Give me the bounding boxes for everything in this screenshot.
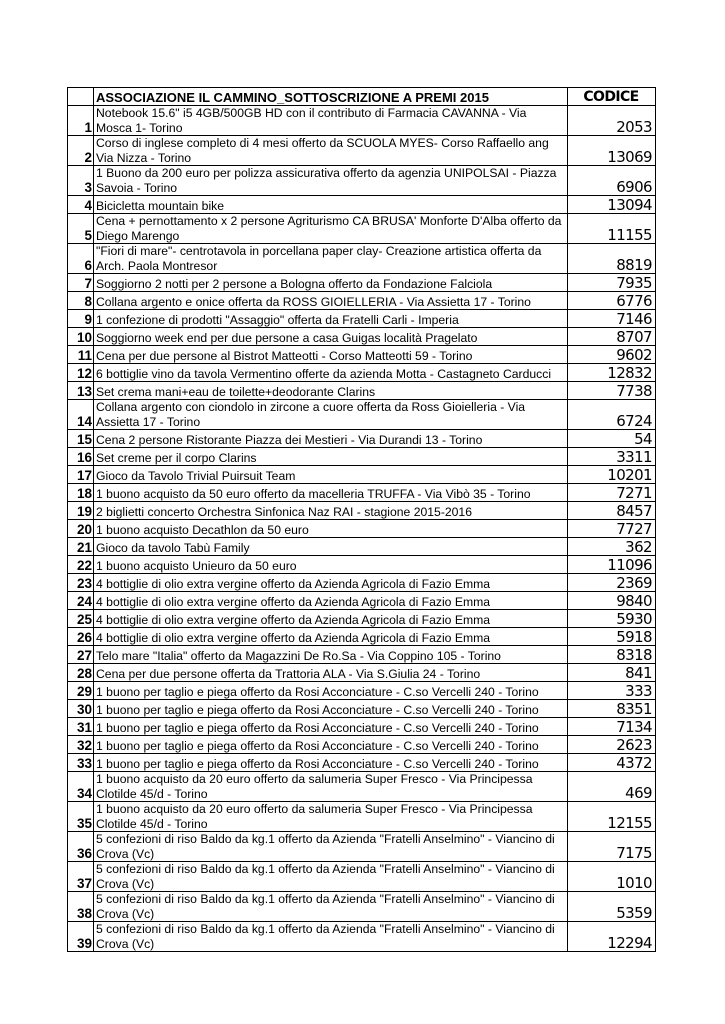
prize-description (94, 214, 568, 244)
prize-description (94, 502, 568, 520)
prize-description (94, 448, 568, 466)
prize-description (94, 520, 568, 538)
row-number: 14 (68, 400, 94, 430)
prize-description-text: Soggiorno week end per due persone a casa Guigas località Pragelato (96, 330, 478, 345)
table-row (68, 700, 656, 718)
row-number: 12 (68, 364, 94, 382)
prize-code: 11155 (568, 214, 656, 244)
prize-description (94, 592, 568, 610)
row-number: 37 (68, 862, 94, 892)
table-row (68, 592, 656, 610)
table-row (68, 196, 656, 214)
prize-description-text: Gioco da tavolo Tabù Family (96, 540, 250, 555)
row-number: 18 (68, 484, 94, 502)
row-number: 19 (68, 502, 94, 520)
prize-description-text: 2 biglietti concerto Orchestra Sinfonica Naz RAI - stagione 2015-2016 (96, 504, 472, 519)
prize-description-text: Cena per due persone offerta da Trattoria ALA - Via S.Giulia 24 - Torino (96, 666, 481, 681)
prize-code: 8351 (568, 700, 656, 718)
prize-description (94, 400, 568, 430)
row-number: 22 (68, 556, 94, 574)
prize-description-text: 1 buono acquisto da 50 euro offerto da macelleria TRUFFA - Via Vibò 35 - Torino (96, 486, 531, 501)
row-number: 2 (68, 136, 94, 166)
table-row (68, 802, 656, 832)
prize-description (94, 484, 568, 502)
prize-code: 5359 (568, 892, 656, 922)
prize-description-text: 1 confezione di prodotti "Assaggio" offerta da Fratelli Carli - Imperia (96, 312, 459, 327)
table-row (68, 166, 656, 196)
prize-description-text: Corso di inglese completo di 4 mesi offerto da SCUOLA MYES- Corso Raffaello ang Via Nizza - Torino (96, 136, 549, 165)
prize-description-text: 1 buono acquisto da 20 euro offerto da salumeria Super Fresco - Via Principessa Clotilde 45/d - Torino (96, 772, 533, 801)
prize-description-text: Cena 2 persone Ristorante Piazza dei Mestieri - Via Durandi 13 - Torino (96, 432, 483, 447)
prize-description (94, 628, 568, 646)
prize-description-text: 4 bottiglie di olio extra vergine offerto da Azienda Agricola di Fazio Emma (96, 576, 491, 591)
table-row (68, 400, 656, 430)
prize-description (94, 346, 568, 364)
prize-description-text: Cena per due persone al Bistrot Matteotti - Corso Matteotti 59 - Torino (96, 348, 473, 363)
row-number: 26 (68, 628, 94, 646)
table-row (68, 466, 656, 484)
table-row (68, 448, 656, 466)
prize-description (94, 244, 568, 274)
prize-description (94, 364, 568, 382)
row-number: 33 (68, 754, 94, 772)
prize-description-text: Cena + pernottamento x 2 persone Agriturismo CA BRUSA' Monforte D'Alba offerto da Diego Marengo (96, 214, 562, 243)
prize-description-text: 1 buono per taglio e piega offerto da Rosi Acconciature - C.so Vercelli 240 - Torino (96, 720, 539, 735)
table-row (68, 772, 656, 802)
prize-description-text: Notebook 15.6" i5 4GB/500GB HD con il contributo di Farmacia CAVANNA - Via Mosca 1- Torino (96, 106, 527, 135)
table-row (68, 502, 656, 520)
row-number: 32 (68, 736, 94, 754)
prize-description-text: 4 bottiglie di olio extra vergine offerto da Azienda Agricola di Fazio Emma (96, 630, 491, 645)
prize-description-text: 1 buono per taglio e piega offerto da Rosi Acconciature - C.so Vercelli 240 - Torino (96, 756, 539, 771)
prize-code: 10201 (568, 466, 656, 484)
row-number: 1 (68, 106, 94, 136)
prize-code: 1010 (568, 862, 656, 892)
prize-description (94, 274, 568, 292)
prize-code: 13094 (568, 196, 656, 214)
prize-code: 7935 (568, 274, 656, 292)
row-number: 36 (68, 832, 94, 862)
prize-code: 7727 (568, 520, 656, 538)
table-row (68, 364, 656, 382)
prize-description (94, 556, 568, 574)
row-number: 35 (68, 802, 94, 832)
row-number: 4 (68, 196, 94, 214)
code-header: CODICE (568, 88, 656, 106)
table-row (68, 646, 656, 664)
prize-code: 6724 (568, 400, 656, 430)
prize-code: 7134 (568, 718, 656, 736)
prize-code: 5918 (568, 628, 656, 646)
table-row (68, 382, 656, 400)
prize-description-text: Telo mare "Italia" offerto da Magazzini De Ro.Sa - Via Coppino 105 - Torino (96, 648, 501, 663)
row-number: 28 (68, 664, 94, 682)
prize-description (94, 832, 568, 862)
prize-description-text: 1 buono per taglio e piega offerto da Rosi Acconciature - C.so Vercelli 240 - Torino (96, 702, 539, 717)
prize-description (94, 574, 568, 592)
prize-description (94, 736, 568, 754)
header-row (68, 88, 656, 106)
table-title: ASSOCIAZIONE IL CAMMINO_SOTTOSCRIZIONE A PREMI 2015 (94, 88, 568, 106)
prize-description (94, 802, 568, 832)
row-number: 3 (68, 166, 94, 196)
table-row (68, 328, 656, 346)
prize-description (94, 754, 568, 772)
table-row (68, 106, 656, 136)
row-number: 34 (68, 772, 94, 802)
row-number: 21 (68, 538, 94, 556)
prize-description (94, 772, 568, 802)
prize-description-text: 1 Buono da 200 euro per polizza assicurativa offerto da agenzia UNIPOLSAI - Piazza Savoia - Torino (96, 166, 557, 195)
prize-code: 11096 (568, 556, 656, 574)
prize-description-text: 5 confezioni di riso Baldo da kg.1 offerto da Azienda "Fratelli Anselmino" - Viancino di Crova (Vc) (96, 892, 555, 921)
table-row (68, 346, 656, 364)
row-number: 31 (68, 718, 94, 736)
row-number: 25 (68, 610, 94, 628)
prize-description-text: "Fiori di mare"- centrotavola in porcellana paper clay- Creazione artistica offerta da Arch. Paola Montresor (96, 244, 542, 273)
prize-description (94, 664, 568, 682)
prize-description-text: 1 buono acquisto Unieuro da 50 euro (96, 558, 297, 573)
prize-description-text: Collana argento con ciondolo in zircone a cuore offerta da Ross Gioielleria - Via Assietta 17 - Torino (96, 400, 526, 429)
prize-description (94, 922, 568, 952)
table-row (68, 754, 656, 772)
prize-description-text: 5 confezioni di riso Baldo da kg.1 offerto da Azienda "Fratelli Anselmino" - Viancino di Crova (Vc) (96, 832, 555, 861)
row-number: 23 (68, 574, 94, 592)
prize-description-text: 1 buono acquisto Decathlon da 50 euro (96, 522, 309, 537)
row-number: 9 (68, 310, 94, 328)
row-number: 38 (68, 892, 94, 922)
prize-description-text: Bicicletta mountain bike (96, 198, 225, 213)
table-row (68, 664, 656, 682)
prize-description (94, 700, 568, 718)
prize-code: 12155 (568, 802, 656, 832)
prize-table (67, 87, 656, 952)
prize-code: 469 (568, 772, 656, 802)
prize-description (94, 430, 568, 448)
prize-code: 2053 (568, 106, 656, 136)
header-empty-cell (68, 88, 94, 106)
prize-code: 4372 (568, 754, 656, 772)
table-row (68, 892, 656, 922)
prize-code: 7738 (568, 382, 656, 400)
prize-code: 9840 (568, 592, 656, 610)
prize-description-text: Set creme per il corpo Clarins (96, 450, 257, 465)
prize-description (94, 892, 568, 922)
row-number: 16 (68, 448, 94, 466)
prize-description (94, 538, 568, 556)
row-number: 39 (68, 922, 94, 952)
row-number: 13 (68, 382, 94, 400)
table-row (68, 484, 656, 502)
prize-description-text: Soggiorno 2 notti per 2 persone a Bologna offerto da Fondazione Falciola (96, 276, 493, 291)
prize-code: 5930 (568, 610, 656, 628)
row-number: 6 (68, 244, 94, 274)
prize-description (94, 106, 568, 136)
prize-code: 13069 (568, 136, 656, 166)
row-number: 29 (68, 682, 94, 700)
table-row (68, 520, 656, 538)
prize-description (94, 466, 568, 484)
prize-description-text: 1 buono per taglio e piega offerto da Rosi Acconciature - C.so Vercelli 240 - Torino (96, 684, 539, 699)
table-row (68, 244, 656, 274)
prize-description (94, 196, 568, 214)
prize-code: 8318 (568, 646, 656, 664)
row-number: 20 (68, 520, 94, 538)
table-row (68, 538, 656, 556)
table-row (68, 628, 656, 646)
table-row (68, 136, 656, 166)
table-row (68, 574, 656, 592)
prize-description-text: 5 confezioni di riso Baldo da kg.1 offerto da Azienda "Fratelli Anselmino" - Viancino di Crova (Vc) (96, 922, 555, 951)
row-number: 11 (68, 346, 94, 364)
prize-description (94, 382, 568, 400)
prize-description (94, 166, 568, 196)
prize-description (94, 718, 568, 736)
prize-description (94, 292, 568, 310)
prize-description (94, 310, 568, 328)
prize-description (94, 136, 568, 166)
prize-code: 841 (568, 664, 656, 682)
prize-description-text: Gioco da Tavolo Trivial Puirsuit Team (96, 468, 296, 483)
prize-description-text: 1 buono per taglio e piega offerto da Rosi Acconciature - C.so Vercelli 240 - Torino (96, 738, 539, 753)
prize-code: 333 (568, 682, 656, 700)
prize-code: 362 (568, 538, 656, 556)
row-number: 30 (68, 700, 94, 718)
row-number: 24 (68, 592, 94, 610)
table-row (68, 292, 656, 310)
table-row (68, 556, 656, 574)
prize-description (94, 682, 568, 700)
row-number: 27 (68, 646, 94, 664)
table-row (68, 736, 656, 754)
prize-description (94, 328, 568, 346)
prize-code: 12294 (568, 922, 656, 952)
row-number: 5 (68, 214, 94, 244)
table-row (68, 310, 656, 328)
prize-code: 6776 (568, 292, 656, 310)
prize-code: 2369 (568, 574, 656, 592)
table-row (68, 214, 656, 244)
prize-description-text: Set crema mani+eau de toilette+deodorante Clarins (96, 384, 376, 399)
prize-description (94, 610, 568, 628)
prize-code: 8819 (568, 244, 656, 274)
prize-description-text: 4 bottiglie di olio extra vergine offerto da Azienda Agricola di Fazio Emma (96, 612, 491, 627)
prize-code: 54 (568, 430, 656, 448)
row-number: 7 (68, 274, 94, 292)
prize-code: 7146 (568, 310, 656, 328)
table-row (68, 862, 656, 892)
row-number: 10 (68, 328, 94, 346)
prize-description (94, 646, 568, 664)
prize-code: 7271 (568, 484, 656, 502)
prize-code: 7175 (568, 832, 656, 862)
prize-code: 12832 (568, 364, 656, 382)
prize-description-text: 5 confezioni di riso Baldo da kg.1 offerto da Azienda "Fratelli Anselmino" - Viancino di Crova (Vc) (96, 862, 555, 891)
prize-description-text: 1 buono acquisto da 20 euro offerto da salumeria Super Fresco - Via Principessa Clotilde 45/d - Torino (96, 802, 533, 831)
prize-code: 8707 (568, 328, 656, 346)
prize-code: 3311 (568, 448, 656, 466)
row-number: 8 (68, 292, 94, 310)
prize-description-text: 6 bottiglie vino da tavola Vermentino offerte da azienda Motta - Castagneto Carducci (96, 366, 552, 381)
prize-code: 9602 (568, 346, 656, 364)
table-row (68, 922, 656, 952)
row-number: 17 (68, 466, 94, 484)
row-number: 15 (68, 430, 94, 448)
prize-code: 8457 (568, 502, 656, 520)
table-row (68, 718, 656, 736)
table-row (68, 832, 656, 862)
table-row (68, 430, 656, 448)
table-row (68, 274, 656, 292)
prize-description-text: Collana argento e onice offerta da ROSS GIOIELLERIA - Via Assietta 17 - Torino (96, 294, 531, 309)
prize-description (94, 862, 568, 892)
table-row (68, 610, 656, 628)
table-row (68, 682, 656, 700)
prize-description-text: 4 bottiglie di olio extra vergine offerto da Azienda Agricola di Fazio Emma (96, 594, 491, 609)
prize-code: 6906 (568, 166, 656, 196)
prize-code: 2623 (568, 736, 656, 754)
